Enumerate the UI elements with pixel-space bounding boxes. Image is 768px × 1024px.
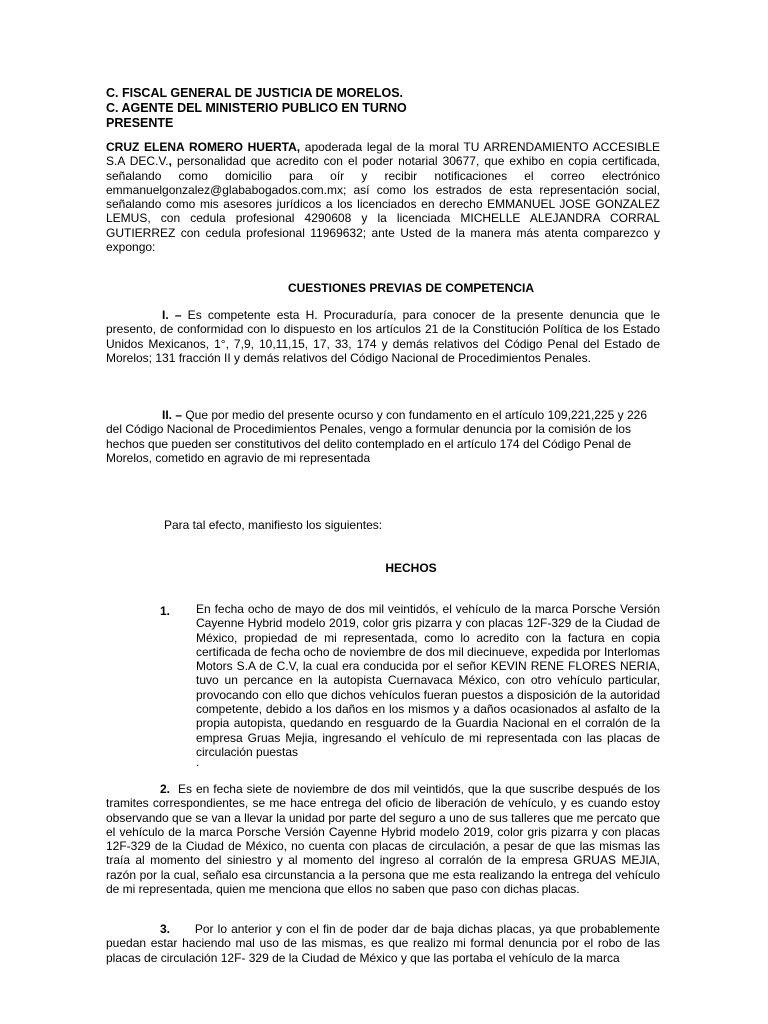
fact-3-text: Por lo anterior y con el fin de poder dar de baja dichas placas, ya que probablemente puedan estar haciendo mal uso de las mismas, es que realizo mi formal denuncia por el robo de las placas de circulación 12F- 329 de la Ciudad de México y que las portaba el vehículo de la marca [106,922,660,965]
addressee-header [106,86,666,131]
section-title-competencia: CUESTIONES PREVIAS DE COMPETENCIA [287,281,535,295]
addressee-line-3: PRESENTE [106,116,174,130]
fact-2-number: 2. [160,782,171,796]
petitioner-name: CRUZ ELENA ROMERO HUERTA, [106,140,301,154]
fact-1-number: 1. [160,604,171,618]
fact-1-dot: . [196,755,200,769]
fact-3-paragraph [106,922,660,965]
paragraph-i-text: Es competente esta H. Procuraduría, para conocer de la presente denuncia que le presento, de conformidad con lo dispuesto en los artículos 21 de la Constitución Política de los Estado Unidos Mexicanos, 1°, 7,9, 10,11,15, 17, 33, 174 y demás relativos del Código Penal del Estado de Morelos; 131 fracción II y demás relativos del Código Nacional de Procedimientos Penales. [106,308,660,365]
fact-1-text: En fecha ocho de mayo de dos mil veintidós, el vehículo de la marca Porsche Versión Cayenne Hybrid modelo 2019, color gris pizarra y con placas 12F-329 de la Ciudad de México, propiedad de mi representada, como lo acredito con la factura en copia certificada de fecha ocho de noviembre de dos mil diecinueve, expedida por Interlomas Motors S.A de C.V, la cual era conducida por el señor KEVIN RENE FLORES NERIA, tuvo un percance en la autopista Cuernavaca México, con otro vehículo particular, provocando con ello que dichos vehículos fueran puestos a disposición de la autoridad competente, debido a los daños en los mismos y a daños ocasionados al asfalto de la propia autopista, quedando en resguardo de la Guardia Nacional en el corralón de la empresa Gruas Mejia, ingresando el vehículo de mi representada con las placas de circulación puestas [196,602,660,759]
intro-text-1: apoderada legal de la moral TU ARRENDAMIENTO ACCESIBLE S.A DEC.V. [106,140,660,169]
paragraph-i-label: I. – [162,308,182,322]
paragraph-ii-text: Que por medio del presente ocurso y con fundamento en el artículo 109,221,225 y 226 del Código Nacional de Procedimientos Penales, vengo a formular denuncia por la comisión de los hechos que pueden ser constitutivos del delito contemplado en el artículo 174 del Código Penal de Morelos, cometido en agravio de mi representada [106,408,647,465]
fact-2-paragraph [106,782,660,896]
paragraph-ii-label: II. – [162,408,183,422]
intro-text-2: personalidad que acredito con el poder notarial 30677, que exhibo en copia certificada, señalando como domicilio para oír y recibir notificaciones el correo electrónico emmanuelgonzalez@glababogados.com.mx; así como los estrados de esta representación social, señalando como mis asesores jurídicos a los licenciados en derecho EMMANUEL JOSE GONZALEZ LEMUS, con cedula profesional 4290608 y la licenciada MICHELLE ALEJANDRA CORRAL GUTIERREZ con cedula profesional 11969632; ante Usted de la manera más atenta comparezco y expongo: [106,154,660,255]
intro-comma: , [168,154,172,169]
fact-2-text: Es en fecha siete de noviembre de dos mil veintidós, que la que suscribe después de los tramites correspondientes, se me hace entrega del oficio de liberación de vehículo, y es cuando estoy observando que se van a llevar la unidad por parte del seguro a uno de sus talleres que me percato que el vehículo de la marca Porsche Versión Cayenne Hybrid modelo 2019, color gris pizarra y con placas 12F-329 de la Ciudad de México, no cuenta con placas de circulación, a pesar de que las mismas las traía al momento del siniestro y al momento del ingreso al corralón de la empresa GRUAS MEJIA, razón por la cual, señalo esa circunstancia a la persona que me esta realizando la entrega del vehículo de mi representada, quien me menciona que ellos no saben que paso con dichas placas. [106,782,660,897]
paragraph-ii [106,408,664,465]
addressee-line-2: C. AGENTE DEL MINISTERIO PUBLICO EN TURNO [106,101,407,115]
intro-paragraph [106,140,660,254]
addressee-line-1: C. FISCAL GENERAL DE JUSTICIA DE MORELOS. [106,86,404,100]
paragraph-i [106,308,660,365]
manifest-line: Para tal efecto, manifiesto los siguientes: [164,518,383,532]
fact-3-number: 3. [160,922,171,936]
section-title-hechos: HECHOS [385,561,437,575]
